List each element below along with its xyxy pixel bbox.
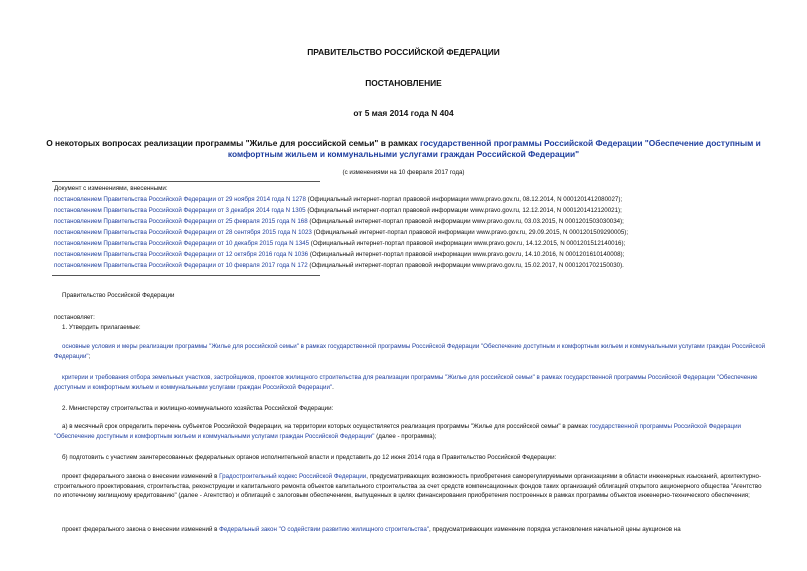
change-item xyxy=(54,195,767,205)
change-source: (Официальный интернет-портал правовой информации www.pravo.gov.ru, 15.02.2017, N 0001201702150030). xyxy=(307,262,624,269)
change-item xyxy=(54,250,767,260)
item-2b: б) подготовить с участием заинтересованных федеральных органов исполнительной власти и представить до 12 июня 2014 года в Правительство Российской Федерации: xyxy=(62,454,557,461)
change-link[interactable]: постановлением Правительства Российской Федерации от 10 февраля 2017 года N 172 xyxy=(54,262,308,269)
project-1-suffix: , предусматривающих возможность приобретения саморегулируемыми организациями в области инженерных изысканий, архитектурно-строительного проектирования, строительства, реконструкции и капитального ремонта объектов капитального строительства за счет средств компенсационных фондов таких организаций облигаций открытого акционерного общества "Агентство по ипотечному жилищному кредитованию" (далее - Агентство) и облигаций с залоговым обеспечением, выпущенных в целях финансирования приобретения построенных в рамках программы объектов инженерно-технического обеспечения; xyxy=(54,473,762,499)
change-source: (Официальный интернет-портал правовой информации www.pravo.gov.ru, 12.12.2014, N 0001201412120021); xyxy=(305,207,622,214)
document-type: ПОСТАНОВЛЕНИЕ xyxy=(365,78,442,88)
conditions-item xyxy=(54,342,769,361)
item-1: 1. Утвердить прилагаемые: xyxy=(62,324,141,331)
item-2a-program-link[interactable]: государственной программы Российской Федерации "Обеспечение доступным и комфортным жильем и коммунальными услугами граждан Российской Федерации" xyxy=(54,423,741,440)
project-2-text: проект федерального закона о внесении изменений в xyxy=(62,526,220,533)
federal-law-link[interactable]: Федеральный закон "О содействии развитию жилищного строительства" xyxy=(219,526,429,533)
item-2a xyxy=(54,422,769,441)
authority-line: Правительство Российской Федерации xyxy=(62,292,175,299)
change-link[interactable]: постановлением Правительства Российской Федерации от 25 февраля 2015 года N 168 xyxy=(54,218,308,225)
changes-bottom-divider xyxy=(52,275,320,276)
change-source: (Официальный интернет-портал правовой информации www.pravo.gov.ru, 29.09.2015, N 0001201509290005); xyxy=(311,229,629,236)
project-1 xyxy=(54,472,769,501)
government-heading: ПРАВИТЕЛЬСТВО РОССИЙСКОЙ ФЕДЕРАЦИИ xyxy=(307,47,500,57)
item-2a-suffix: (далее - программа); xyxy=(374,432,437,440)
criteria-link[interactable]: критерии и требования отбора земельных участков, застройщиков, проектов жилищного строительства для реализации программы "Жилье для российской семьи" в рамках государственной программы Российской Федерации "Обеспечение доступным и комфортным жильем и коммунальными услугами граждан Российской Федерации" xyxy=(54,374,758,391)
change-item xyxy=(54,261,767,271)
criteria-end: . xyxy=(332,383,334,391)
changes-top-divider xyxy=(52,181,320,182)
change-item xyxy=(54,217,767,227)
project-2 xyxy=(62,525,681,535)
title-text: О некоторых вопросах реализации программы "Жилье для российской семьи" в рамках xyxy=(46,138,420,148)
change-source: (Официальный интернет-портал правовой информации www.pravo.gov.ru, 14.12.2015, N 0001201512140016); xyxy=(309,240,626,247)
item-2: 2. Министерству строительства и жилищно-коммунального хозяйства Российской Федерации: xyxy=(62,405,334,412)
gradostroitelny-kodeks-link[interactable]: Градостроительный кодекс Российской Федерации xyxy=(219,473,367,480)
document-date-number: от 5 мая 2014 года N 404 xyxy=(353,108,454,118)
changes-heading: Документ с изменениями, внесенными: xyxy=(54,185,168,192)
title-program-link[interactable]: государственной программы Российской Федерации "Обеспечение доступным и комфортным жильем и коммунальными услугами граждан Российской Федерации" xyxy=(227,138,761,159)
change-item xyxy=(54,206,767,216)
change-link[interactable]: постановлением Правительства Российской Федерации от 10 декабря 2015 года N 1345 xyxy=(54,240,310,247)
criteria-item xyxy=(54,373,769,392)
conditions-link[interactable]: основные условия и меры реализации программы "Жилье для российской семьи" в рамках государственной программы Российской Федерации "Обеспечение доступным и комфортным жильем и коммунальными услугами граждан Российской Федерации" xyxy=(54,343,766,360)
change-item xyxy=(54,228,767,238)
project-1-text: проект федерального закона о внесении изменений в xyxy=(62,473,220,480)
project-2-suffix: , предусматривающих изменение порядка установления начальной цены аукционов на xyxy=(429,526,681,533)
change-item xyxy=(54,239,767,249)
change-link[interactable]: постановлением Правительства Российской Федерации от 29 ноября 2014 года N 1278 xyxy=(54,196,306,203)
change-source: (Официальный интернет-портал правовой информации www.pravo.gov.ru, 14.10.2016, N 0001201610140008); xyxy=(308,251,625,258)
item-2a-text: а) в месячный срок определить перечень субъектов Российской Федерации, на территории которых осуществляется реализация программы "Жилье для российской семьи" в рамках xyxy=(62,423,590,430)
change-link[interactable]: постановлением Правительства Российской Федерации от 12 октября 2016 года N 1036 xyxy=(54,251,309,258)
document-title xyxy=(40,138,767,160)
change-source: (Официальный интернет-портал правовой информации www.pravo.gov.ru, 03.03.2015, N 0001201503030034); xyxy=(307,218,624,225)
change-source: (Официальный интернет-портал правовой информации www.pravo.gov.ru, 08.12.2014, N 0001201412080027); xyxy=(305,196,623,203)
conditions-end: ; xyxy=(88,352,91,360)
resolves-line: постановляет: xyxy=(54,314,95,321)
change-link[interactable]: постановлением Правительства Российской Федерации от 3 декабря 2014 года N 1305 xyxy=(54,207,306,214)
change-link[interactable]: постановлением Правительства Российской Федерации от 28 сентября 2015 года N 1023 xyxy=(54,229,312,236)
revision-note: (с изменениями на 10 февраля 2017 года) xyxy=(342,169,465,176)
